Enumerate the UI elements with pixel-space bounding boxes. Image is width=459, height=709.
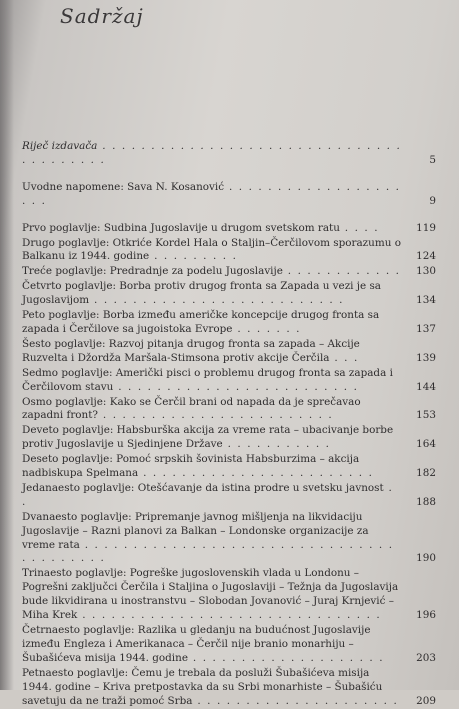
toc-leader-dots: . . . . . . . (232, 322, 302, 335)
toc-entry-title: Jedanaesto poglavlje: Otešćavanje da istina prodre u svetsku javnost (22, 481, 384, 494)
toc-leader-dots: . . . . . . . . . . . . . . . . . . . . . (192, 694, 399, 707)
toc-entry-title: Četvrto poglavlje: Borba protiv drugog fronta sa Zapada u vezi je sa Jugoslavijom (22, 280, 382, 307)
toc-leader-dots: . . . . . . . . . . . . . . . . . . . . . . . . . . . . . . . . . . . . . . . . . (22, 538, 394, 565)
toc-page-number: 182 (416, 467, 436, 480)
toc-entry-introduction (22, 181, 440, 209)
toc-leader-dots: . . . . . . . . . . . . . . . . . . . . . . . . . (113, 380, 359, 393)
toc-entry-title: Petnaesto poglavlje: Čemu je trebala da posluži Šubašićeva misija 1944. godine – Kriva pretpostavka da su Srbi monarhiste – Šubašiću savetuju da ne traži pomoć Srba (22, 666, 383, 707)
toc-leader-dots: . . . . . . . . . (149, 250, 238, 263)
toc-entry-foreword (22, 140, 440, 168)
toc-entry-chapter-8 (22, 396, 440, 424)
page-gutter-shadow (0, 0, 14, 690)
toc-leader-dots: . . . . . . . . . . . . . . . . . . . . . (22, 180, 401, 207)
toc-leader-dots: . . . . . . . . . . . (222, 438, 331, 451)
toc-page-number: 5 (429, 153, 436, 166)
toc-page-number: 137 (416, 322, 436, 335)
toc-leader-dots: . . . . . . . . . . . . . . . . . . . . (187, 651, 385, 664)
toc-leader-dots: . . . . (339, 221, 380, 234)
toc-page-number: 139 (416, 351, 436, 364)
toc-leader-dots: . . (22, 481, 394, 508)
toc-entry-chapter-1 (22, 222, 440, 236)
toc-entry-title: Četrnaesto poglavlje: Razlika u gledanju na budućnost Jugoslavije između Engleza i Amerikanaca – Čerčil nije branio monarhiju – Šubašićeva misija 1944. godine (22, 624, 371, 664)
toc-leader-dots: . . . . . . . . . . . . . . . . . . . . . . . . . . . . . . . (77, 609, 382, 622)
toc-entry-chapter-9 (22, 424, 440, 452)
toc-entry-title: Drugo poglavlje: Otkriće Kordel Hala o Staljin–Čerčilovom sporazumu o Balkanu iz 1944. godine (22, 236, 401, 263)
toc-entry-chapter-6 (22, 338, 440, 366)
toc-entry-title: Trinaesto poglavlje: Pogreške jugoslovenskih vlada u Londonu – Pogrešni zaključci Čerčila i Staljina o Jugoslaviji – Težnja da Jugoslavija bude likvidirana u inostranstvu – Slobodan Jovanović – Juraj Krnjević – Miha Krek (22, 567, 399, 622)
toc-entry-chapter-10 (22, 453, 440, 481)
toc-entry-title: Deveto poglavlje: Habsburška akcija za vreme rata – ubacivanje borbe protiv Jugoslavije u Sjedinjene Države (22, 424, 394, 451)
toc-page-number: 209 (416, 694, 436, 707)
toc-entry-title: Šesto poglavlje: Razvoj pitanja drugog fronta sa zapada – Akcije Ruzvelta i Džordža Maršala-Stimsona protiv akcije Čerčila (22, 337, 360, 364)
toc-leader-dots: . . . . . . . . . . . . . . . . . . . . . . . . . . . . . . . . . . . . . . . . (22, 140, 402, 166)
toc-page-number: 153 (416, 409, 436, 422)
table-of-contents (22, 140, 440, 709)
toc-page-number: 164 (416, 438, 436, 451)
toc-page-number: 144 (416, 380, 436, 393)
toc-entry-title: Prvo poglavlje: Sudbina Jugoslavije u drugom svetskom ratu (22, 221, 340, 234)
toc-entry-chapter-12 (22, 511, 440, 567)
toc-leader-dots: . . . . . . . . . . . . . . . . . . . . . . . . (138, 467, 374, 480)
toc-leader-dots: . . . . . . . . . . . . (282, 265, 401, 278)
toc-entry-chapter-7 (22, 367, 440, 395)
toc-entry-title: Peto poglavlje: Borba između američke koncepcije drugog fronta sa zapada i Čerčilove sa jugoistoka Evrope (22, 309, 380, 335)
toc-page-number: 9 (429, 194, 436, 207)
toc-page-number: 134 (416, 294, 436, 307)
toc-page-number: 190 (416, 552, 436, 565)
toc-leader-dots: . . . . . . . . . . . . . . . . . . . . . . . . (98, 409, 334, 422)
toc-entry-chapter-14 (22, 624, 440, 666)
toc-entry-title: Osmo poglavlje: Kako se Čerčil brani od napada da je sprečavao zapadni front? (22, 395, 361, 422)
toc-entry-title: Dvanaesto poglavlje: Pripremanje javnog mišljenja na likvidaciju Jugoslavije – Razni planovi za Balkan – Londonske organizacije za vreme rata (22, 510, 369, 551)
page-title: Sadržaj (60, 4, 144, 28)
toc-entry-chapter-3 (22, 265, 440, 279)
toc-entry-title: Riječ izdavača (22, 140, 98, 152)
toc-entry-chapter-5 (22, 309, 440, 337)
toc-entry-title: Deseto poglavlje: Pomoć srpskih šovinista Habsburzima – akcija nadbiskupa Spelmana (22, 453, 360, 480)
toc-leader-dots: . . . . . . . . . . . . . . . . . . . . . . . . . . (89, 294, 345, 307)
toc-entry-chapter-2 (22, 237, 440, 265)
toc-leader-dots: . . . (329, 351, 359, 364)
toc-entry-title: Uvodne napomene: Sava N. Kosanović (22, 180, 225, 193)
toc-page-number: 196 (416, 609, 436, 622)
toc-page-number: 119 (416, 221, 436, 234)
toc-entry-title: Treće poglavlje: Predradnje za podelu Jugoslavije (22, 265, 283, 278)
toc-page-number: 188 (416, 495, 436, 508)
toc-entry-chapter-4 (22, 280, 440, 308)
toc-page-number: 203 (416, 651, 436, 664)
toc-page-number: 130 (416, 265, 436, 278)
toc-entry-chapter-15 (22, 667, 440, 709)
toc-entry-title: Sedmo poglavlje: Američki pisci o problemu drugog fronta sa zapada i Čerčilovom stavu (22, 366, 393, 393)
toc-entry-chapter-11 (22, 482, 440, 510)
toc-entry-chapter-13 (22, 567, 440, 623)
toc-page-number: 124 (416, 250, 436, 263)
